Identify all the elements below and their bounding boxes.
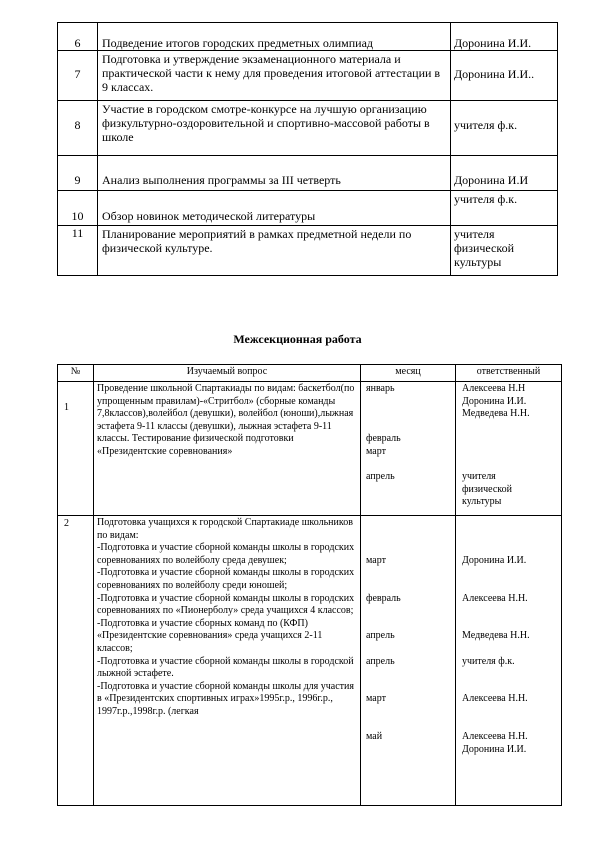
col-header-question: Изучаемый вопрос <box>94 365 361 382</box>
event-text: Планирование мероприятий в рамках предметной недели по физической культуре. <box>98 226 451 276</box>
section-title: Межсекционная работа <box>233 332 362 346</box>
responsible: Доронина И.И <box>451 156 558 191</box>
table-row <box>58 382 562 516</box>
inter-section-table <box>57 364 562 806</box>
row-number: 7 <box>58 51 98 101</box>
event-text: Обзор новинок методической литературы <box>98 191 451 226</box>
responsible: Доронина И.И.. <box>451 51 558 101</box>
responsible: учителя ф.к. <box>451 191 558 226</box>
table-row <box>58 516 562 806</box>
table-row <box>58 51 558 101</box>
responsible-cell <box>456 382 562 516</box>
row-number: 11 <box>58 226 98 276</box>
row-number: 1 <box>58 382 94 516</box>
responsible: учителя ф.к. <box>451 101 558 156</box>
responsible-cell <box>456 516 562 806</box>
col-header-month: месяц <box>361 365 456 382</box>
table-row <box>58 101 558 156</box>
event-text: Подведение итогов городских предметных олимпиад <box>98 23 451 51</box>
month-cell <box>361 516 456 806</box>
question-text: Подготовка учащихся к городской Спартакиаде школьников по видам: -Подготовка и участие сборной команды школы в городских соревнованиях по волейболу среда девушек; -Подготовка и участие сборной команды школы в городских соревнованиях по волейболу среди юношей; -Подготовка и участие сборной команды школы в городских соревнованиях по «Пионерболу» среда учащихся 4 классов; -Подготовка и участие сборных команд по (КФП) «Президентские соревнования» среда учащихся 2-11 классов; -Подготовка и участие сборной команды школы в городской лыжной эстафете. -Подготовка и участие сборной команды школы для участия в «Президентских спортивных играх»1995г.р., 1996г.р., 1997г.р.,1998г.р. (легкая <box>97 517 355 717</box>
row-number: 9 <box>58 156 98 191</box>
question-cell <box>94 382 361 516</box>
responsible: Доронина И.И. <box>451 23 558 51</box>
responsible: учителя физической культуры <box>451 226 558 276</box>
table-row <box>58 156 558 191</box>
question-text: Проведение школьной Спартакиады по видам: баскетбол(по упрощенным правилам)-«Стритбол» (сборные команды 7,8классов),волейбол (девушки), волейбол (юноши),лыжная эстафета 9-11 классы (девушки), лыжная эстафета 9-11 классы. Тестирование физической подготовки «Президентские соревнования» <box>97 383 357 457</box>
table-row <box>58 23 558 51</box>
row-number: 6 <box>58 23 98 51</box>
event-text: Участие в городском смотре-конкурсе на лучшую организацию физкультурно-оздоровительной и спортивно-массовой работы в школе <box>98 101 451 156</box>
question-cell <box>94 516 361 806</box>
row-number: 2 <box>58 516 94 806</box>
event-text: Подготовка и утверждение экзаменационного материала и практической части к нему для проведения итоговой аттестации в 9 классах. <box>98 51 451 101</box>
row-number: 10 <box>58 191 98 226</box>
col-header-responsible: ответственный <box>456 365 562 382</box>
table-row <box>58 191 558 226</box>
month-text: март февраль апрель апрель март май <box>366 554 401 743</box>
row-number: 8 <box>58 101 98 156</box>
event-text: Анализ выполнения программы за III четверть <box>98 156 451 191</box>
month-text: январь февраль март апрель <box>366 383 401 483</box>
responsible-text: Алексеева Н.Н Доронина И.И. Медведева Н.Н. учителя физической культуры <box>462 383 530 508</box>
month-cell <box>361 382 456 516</box>
col-header-num: № <box>58 365 94 382</box>
plan-table <box>57 22 558 276</box>
table-header-row <box>58 365 562 382</box>
responsible-text: Доронина И.И. Алексеева Н.Н. Медведева Н.Н. учителя ф.к. Алексеева Н.Н. Алексеева Н.Н. Доронина И.И. <box>462 554 530 755</box>
table-row <box>58 226 558 276</box>
